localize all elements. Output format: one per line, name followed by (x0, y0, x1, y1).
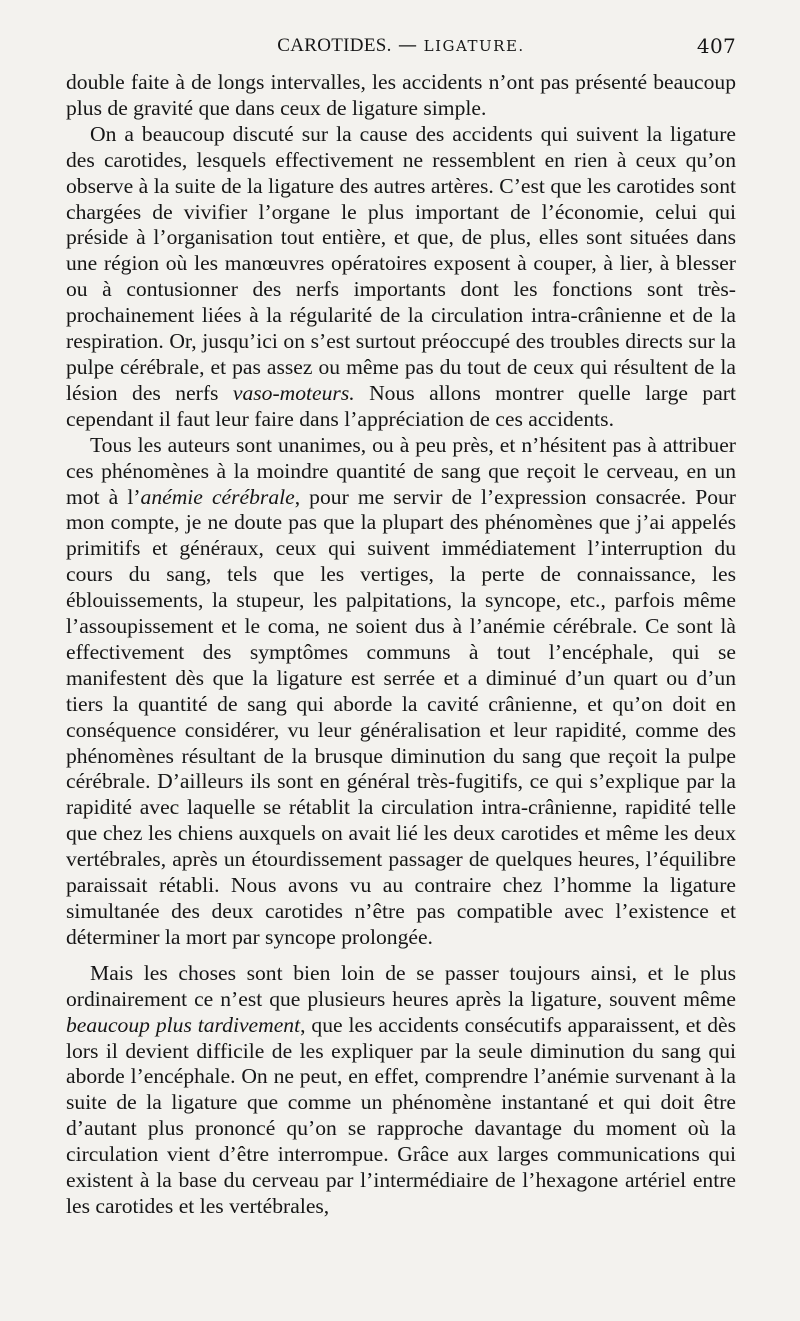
paragraph-text: , pour me servir de l’expression consacrée. Pour mon compte, je ne doute pas que la plupart des phénomènes que j’ai appelés primitifs et généraux, ceux qui suivent immédiatement l’interruption du cours du sang, tels que les vertiges, la perte de connaissance, les éblouissements, la stupeur, les palpitations, la syncope, etc., parfois même l’assoupissement et le coma, ne soient dus à l’anémie cérébrale. Ce sont là effectivement des symptômes communs à tout l’encéphale, qui se manifestent dès que la ligature est serrée et a diminué d’un quart ou d’un tiers la quantité de sang qui aborde la cavité crânienne, et qu’on doit en conséquence considérer, vu leur généralisation et leur rapidité, comme des phénomènes résultant de la brusque diminution du sang que reçoit la pulpe cérébrale. D’ailleurs ils sont en général très-fugitifs, ce qui s’explique par la rapidité avec laquelle se rétablit la circulation intra-crânienne, rapidité telle que chez les chiens auxquels on avait lié les deux carotides et même les deux vertébrales, après un étourdissement passager de quelques heures, l’équilibre paraissait rétabli. Nous avons vu au contraire chez l’homme la ligature simultanée des deux carotides n’être pas compatible avec l’existence et déterminer la mort par syncope prolongée. (66, 484, 736, 949)
paragraph-continued (66, 70, 736, 122)
paragraph-text: On a beaucoup discuté sur la cause des accidents qui suivent la ligature des carotides, lesquels effectivement ne ressemblent en rien à ceux qu’on observe à la suite de la ligature des autres artères. C’est que les carotides sont chargées de vivifier l’organe le plus important de l’économie, celui qui préside à l’organisation tout entière, et que, de plus, elles sont situées dans une région où les manœuvres opératoires exposent à couper, à lier, à blesser ou à contusionner des nerfs importants dont les fonctions sont très-prochainement liées à la régularité de la circulation intra-crânienne et de la respiration. Or, jusqu’ici on s’est surtout préoccupé des troubles directs sur la pulpe cérébrale, et pas assez ou même pas du tout de ceux qui résultent de la lésion des nerfs (66, 121, 736, 405)
paragraph-text: Nous allons montrer quelle large part cependant il faut leur faire dans l’appréciation de ces accidents. (66, 380, 736, 431)
running-head-subtitle: LIGATURE. (423, 37, 525, 55)
running-head (66, 34, 736, 58)
running-head-dash: — (398, 34, 418, 56)
emphasis-text: anémie cérébrale (140, 484, 295, 509)
paragraph-text: , que les accidents consécutifs apparaissent, et dès lors il devient difficile de les expliquer par la seule diminution du sang qui aborde l’encéphale. On ne peut, en effet, comprendre l’anémie survenant à la suite de la ligature que comme un phénomène instantané et qui doit être d’autant plus prononcé qu’on se rapproche davantage du moment où la circulation vient d’être interrompue. Grâce aux larges communications qui existent à la base du cerveau par l’intermédiaire de l’hexagone artériel entre les carotides et les vertébrales, (66, 1012, 736, 1218)
paragraph (66, 122, 736, 433)
paragraph (66, 961, 736, 1220)
paragraph-text: double faite à de longs intervalles, les accidents n’ont pas présenté beaucoup plus de gravité que dans ceux de ligature simple. (66, 70, 736, 120)
paragraph-text: Mais les choses sont bien loin de se passer toujours ainsi, et le plus ordinairement ce n’est que plusieurs heures après la ligature, souvent même (66, 960, 736, 1011)
running-head-title: CAROTIDES. (277, 35, 392, 56)
paragraph-text: Tous les auteurs sont unanimes, ou à peu près, et n’hésitent pas à attribuer ces phénomènes à la moindre quantité de sang que reçoit le cerveau, en un mot à l’ (66, 432, 736, 509)
emphasis-text: beaucoup plus tardivement (66, 1012, 301, 1037)
body-text (66, 70, 736, 1220)
page-number: 407 (696, 34, 736, 58)
paragraph (66, 433, 736, 951)
emphasis-text: vaso-moteurs. (232, 380, 355, 405)
